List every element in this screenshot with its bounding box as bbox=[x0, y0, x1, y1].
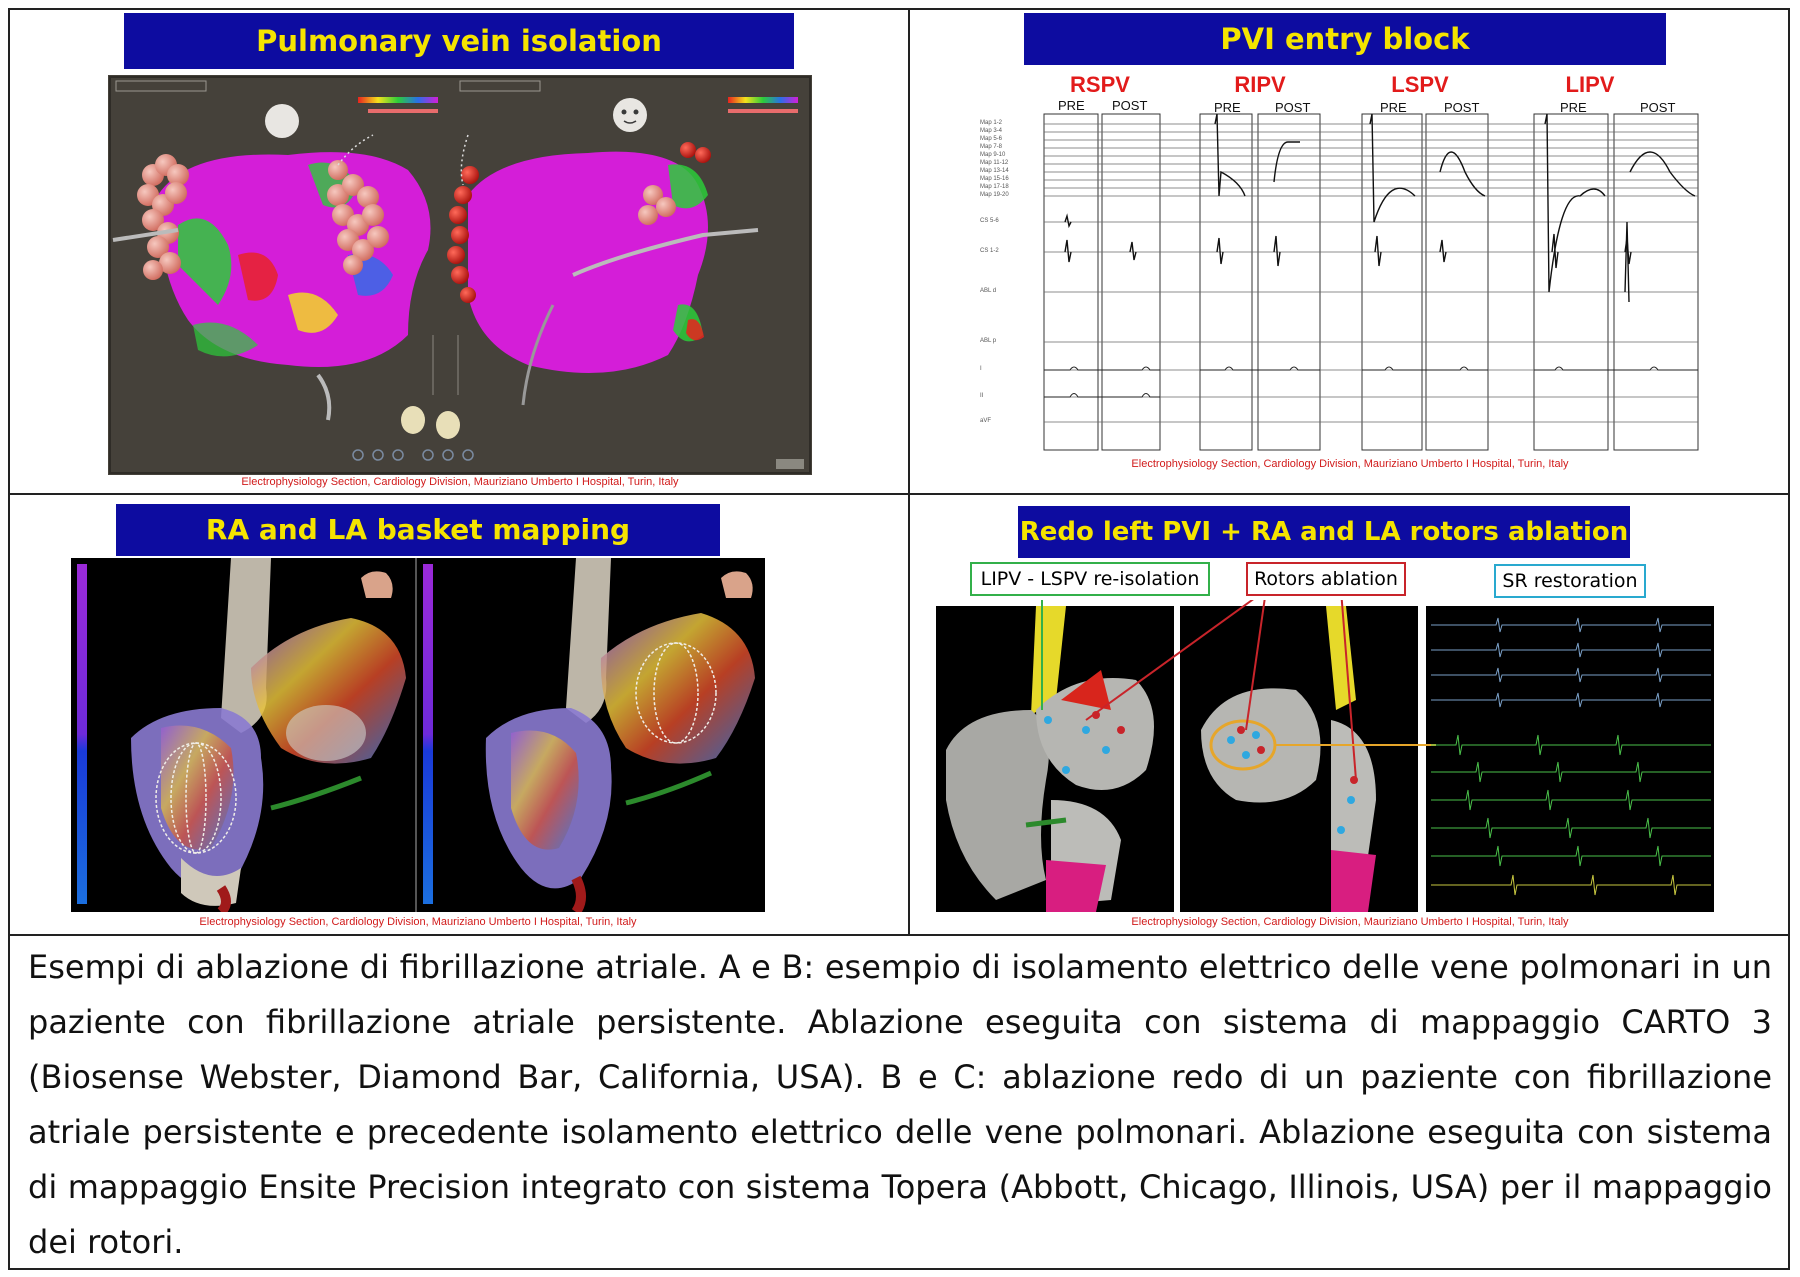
panel-a-title: Pulmonary vein isolation bbox=[124, 13, 794, 69]
svg-text:aVF: aVF bbox=[980, 418, 992, 424]
svg-text:I: I bbox=[980, 366, 982, 372]
svg-text:Map 9-10: Map 9-10 bbox=[980, 152, 1006, 158]
svg-text:Map 17-18: Map 17-18 bbox=[980, 184, 1009, 190]
egm-tracings-image bbox=[970, 112, 1710, 452]
svg-text:Map 3-4: Map 3-4 bbox=[980, 128, 1003, 134]
panel-a-credit: Electrophysiology Section, Cardiology Division, Mauriziano Umberto I Hospital, Turin, Italy bbox=[241, 476, 679, 488]
svg-text:CS 1-2: CS 1-2 bbox=[980, 248, 999, 254]
vein-label-ripv: RIPV bbox=[1234, 72, 1286, 97]
carto-map-image bbox=[108, 75, 812, 475]
svg-text:Map 1-2: Map 1-2 bbox=[980, 120, 1003, 126]
label-sr-restoration: SR restoration bbox=[1494, 564, 1646, 598]
pre-label: PRE bbox=[1560, 100, 1587, 115]
grid-divider-horizontal-top bbox=[8, 493, 1790, 495]
grid-divider-horizontal-bottom bbox=[8, 934, 1790, 936]
basket-mapping-image bbox=[71, 558, 765, 912]
panel-c-title: RA and LA basket mapping bbox=[116, 504, 720, 556]
rotor-ablation-image bbox=[936, 600, 1716, 912]
pre-label: PRE bbox=[1214, 100, 1241, 115]
panel-c-credit: Electrophysiology Section, Cardiology Division, Mauriziano Umberto I Hospital, Turin, Italy bbox=[199, 916, 637, 928]
vein-label-lipv: LIPV bbox=[1565, 72, 1615, 97]
svg-text:Map 5-6: Map 5-6 bbox=[980, 136, 1003, 142]
post-label: POST bbox=[1444, 100, 1480, 115]
label-rotors-ablation: Rotors ablation bbox=[1246, 562, 1406, 596]
svg-text:Map 11-12: Map 11-12 bbox=[980, 160, 1009, 166]
post-label: POST bbox=[1640, 100, 1676, 115]
svg-text:Map 13-14: Map 13-14 bbox=[980, 168, 1009, 174]
svg-text:II: II bbox=[980, 393, 984, 399]
panel-d-title: Redo left PVI + RA and LA rotors ablation bbox=[1018, 506, 1630, 558]
svg-text:CS 5-6: CS 5-6 bbox=[980, 218, 999, 224]
svg-text:Map 7-8: Map 7-8 bbox=[980, 144, 1003, 150]
pre-label: PRE bbox=[1058, 98, 1085, 113]
svg-text:ABL d: ABL d bbox=[980, 288, 997, 294]
label-lipv-lspv-reisolation: LIPV - LSPV re-isolation bbox=[970, 562, 1210, 596]
panel-d-credit: Electrophysiology Section, Cardiology Division, Mauriziano Umberto I Hospital, Turin, Italy bbox=[1131, 916, 1569, 928]
post-label: POST bbox=[1112, 98, 1148, 113]
panel-b-title: PVI entry block bbox=[1024, 13, 1666, 65]
grid-divider-vertical bbox=[908, 8, 910, 936]
pre-label: PRE bbox=[1380, 100, 1407, 115]
vein-label-lspv: LSPV bbox=[1391, 72, 1449, 97]
svg-text:Map 15-16: Map 15-16 bbox=[980, 176, 1009, 182]
svg-text:ABL p: ABL p bbox=[980, 338, 997, 344]
panel-b-credit: Electrophysiology Section, Cardiology Division, Mauriziano Umberto I Hospital, Turin, Italy bbox=[1131, 458, 1569, 470]
figure-caption: Esempi di ablazione di fibrillazione atriale. A e B: esempio di isolamento elettrico delle vene polmonari in un paziente con fibrillazione atriale persistente. Ablazione eseguita con sistema di mappaggio CARTO 3 (Biosense Webster, Diamond Bar, California, USA). B e C: ablazione redo di un paziente con fibrillazione atriale persistente e precedente isolamento elettrico delle vene polmonari. Ablazione eseguita con sistema di mappaggio Ensite Precision integrato con sistema Topera (Abbott, Chicago, Illinois, USA) per il mappaggio dei rotori. bbox=[28, 948, 1772, 1261]
vein-label-rspv: RSPV bbox=[1070, 72, 1130, 97]
post-label: POST bbox=[1275, 100, 1311, 115]
svg-text:Map 19-20: Map 19-20 bbox=[980, 192, 1009, 198]
